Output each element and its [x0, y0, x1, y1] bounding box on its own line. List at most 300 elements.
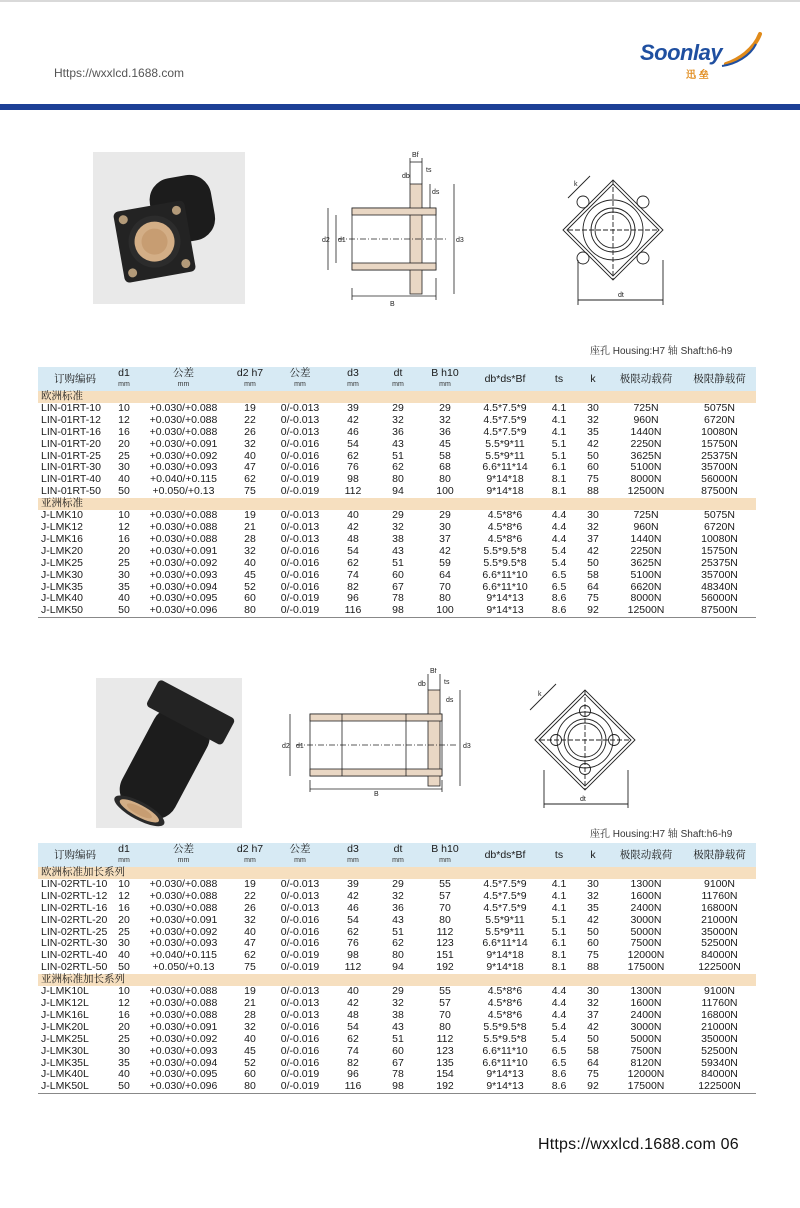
table-row: [38, 1022, 756, 1034]
table-cell: 35700N: [701, 568, 738, 581]
table-cell: +0.030/+0.088: [149, 901, 218, 914]
table-cell: 5.5*9*11: [485, 437, 525, 450]
table-cell: 51: [392, 1032, 404, 1045]
table-cell: 20: [118, 1020, 130, 1033]
table-cell: 96: [347, 1068, 359, 1081]
table-cell: 6720N: [704, 520, 735, 533]
table-cell: 35700N: [701, 461, 738, 474]
table-row: [38, 439, 756, 451]
order-code-cell: J-LMK20: [41, 544, 84, 557]
table-cell: 154: [436, 1068, 454, 1081]
column-unit: mm: [177, 381, 190, 388]
table-cell: 2400N: [630, 901, 662, 914]
table-cell: 1600N: [630, 889, 662, 902]
order-code-cell: J-LMK50: [38, 605, 112, 617]
column-header-label: ts: [554, 848, 564, 861]
table-cell: 4.5*8*6: [487, 532, 523, 545]
table-cell: 19: [244, 877, 256, 890]
order-code-cell: LIN-01RT-10: [41, 401, 101, 414]
table-cell: +0.050/+0.13: [152, 485, 215, 498]
table-cell: 112: [344, 961, 362, 974]
table-cell: 4.5*8*6: [487, 985, 523, 998]
column-header-label: B h10: [431, 843, 459, 855]
table-cell: 725N: [633, 509, 659, 522]
table-cell: 75: [587, 1068, 599, 1081]
dim-b-label: B: [390, 301, 395, 308]
order-code-cell: LIN-01RT-40: [41, 473, 101, 486]
table-cell: 0/-0.016: [280, 1044, 320, 1057]
table-cell: 4.5*8*6: [487, 996, 523, 1009]
table-cell: 0/-0.013: [280, 401, 320, 414]
table-cell: 1440N: [630, 425, 662, 438]
table-cell: 2250N: [630, 437, 662, 450]
table-cell: 98: [347, 473, 359, 486]
order-code-cell: J-LMK35L: [41, 1056, 89, 1069]
table-cell: 39: [347, 401, 359, 414]
table-cell: 0/-0.016: [280, 449, 320, 462]
table-cell: 50: [118, 485, 130, 498]
table-cell: 0/-0.019: [280, 961, 320, 974]
table-row: [38, 891, 756, 903]
table-cell: 4.1: [551, 901, 567, 914]
table-cell: +0.030/+0.088: [149, 889, 218, 902]
table-row: [38, 1010, 756, 1022]
table-cell: +0.030/+0.094: [149, 580, 218, 593]
table-cell: +0.030/+0.093: [149, 568, 218, 581]
table-cell: 30: [587, 985, 599, 998]
table-cell: 50: [587, 449, 599, 462]
table-cell: 37: [587, 532, 599, 545]
table-cell: 36: [439, 425, 451, 438]
table-cell: 28: [244, 532, 256, 545]
table-cell: 42: [439, 544, 451, 557]
table-cell: 0/-0.013: [280, 520, 320, 533]
table-cell: 8.6: [551, 592, 567, 605]
table-cell: 37: [439, 532, 451, 545]
logo-swoosh-icon: [720, 30, 766, 70]
table-cell: 5.4: [551, 556, 567, 569]
column-header-label: d2 h7: [236, 367, 264, 379]
order-code-cell: J-LMK50L: [38, 1081, 112, 1093]
column-header-label: B h10: [431, 367, 459, 379]
table-cell: 94: [392, 485, 404, 498]
table-cell: 80: [439, 592, 451, 605]
table-cell: 20: [118, 437, 130, 450]
table-cell: 123: [436, 937, 454, 950]
table-cell: 4.5*8*6: [487, 1008, 523, 1021]
table-cell: 6.6*11*14: [482, 937, 528, 950]
table-cell: 100: [436, 485, 454, 498]
table-cell: 8.1: [551, 949, 567, 962]
table-cell: 82: [347, 1056, 359, 1069]
order-code-cell: LIN-02RTL-20: [41, 913, 108, 926]
table-cell: 5.5*9*11: [485, 925, 525, 938]
table-cell: 74: [347, 1044, 359, 1057]
table-cell: 4.1: [551, 401, 567, 414]
table-cell: 12000N: [627, 949, 665, 962]
order-code-cell: LIN-02RTL-40: [41, 949, 108, 962]
table-cell: 60: [587, 461, 599, 474]
table-cell: 25: [118, 556, 130, 569]
table-cell: 0/-0.013: [280, 425, 320, 438]
table-cell: 43: [392, 913, 404, 926]
table-cell: 40: [244, 449, 256, 462]
table-row: [38, 1034, 756, 1046]
table-cell: 75: [244, 485, 256, 498]
order-code-cell: J-LMK25L: [41, 1032, 89, 1045]
table-cell: 46: [347, 901, 359, 914]
table-cell: 6.6*11*14: [482, 461, 528, 474]
column-header: [269, 843, 331, 867]
table-cell: 43: [392, 544, 404, 557]
table-cell: 8.6: [551, 1068, 567, 1081]
table-cell: 62: [392, 937, 404, 950]
table-cell: 80: [439, 1020, 451, 1033]
table-cell: 4.5*7.5*9: [483, 425, 527, 438]
table-cell: 32: [244, 1020, 256, 1033]
table-cell: 12: [118, 413, 130, 426]
order-code-cell: J-LMK10: [41, 509, 84, 522]
dim2-d3-label: d3: [463, 743, 471, 750]
table-cell: 0/-0.019: [269, 1081, 331, 1093]
table-cell: 48340N: [701, 580, 738, 593]
column-header: [609, 367, 683, 391]
table-cell: 0/-0.016: [280, 913, 320, 926]
table-cell: 116: [331, 605, 375, 617]
table-cell: 80: [231, 605, 269, 617]
table-cell: 0/-0.016: [280, 937, 320, 950]
table-cell: 28: [244, 1008, 256, 1021]
table-cell: +0.030/+0.096: [136, 605, 231, 617]
table-cell: 50: [587, 556, 599, 569]
order-code-cell: J-LMK30L: [41, 1044, 89, 1057]
column-header: [375, 843, 421, 867]
table-cell: 0/-0.019: [280, 949, 320, 962]
column-header: [609, 843, 683, 867]
table-cell: 68: [439, 461, 451, 474]
table-cell: 42: [347, 889, 359, 902]
table-cell: 78: [392, 1068, 404, 1081]
column-header: [375, 367, 421, 391]
dim2-k-label: k: [538, 691, 542, 698]
table-cell: 47: [244, 461, 256, 474]
table-cell: 9100N: [704, 985, 735, 998]
dim-dt-label: dt: [618, 292, 624, 299]
table-cell: 64: [587, 1056, 599, 1069]
order-code-cell: LIN-02RTL-50: [41, 961, 108, 974]
table-cell: 5.4: [551, 1020, 567, 1033]
table-cell: 5.5*9*11: [485, 449, 525, 462]
table-cell: 135: [436, 1056, 454, 1069]
table-cell: 40: [347, 985, 359, 998]
column-header: [577, 367, 609, 391]
table-cell: 10: [118, 877, 130, 890]
table-cell: 15750N: [701, 544, 738, 557]
table-cell: +0.030/+0.088: [149, 413, 218, 426]
logo-subtext: 迅 垒: [686, 70, 709, 81]
table-row: [38, 570, 756, 582]
table-cell: 122500N: [683, 1081, 756, 1093]
column-unit: mm: [244, 857, 256, 864]
table-cell: 62: [347, 556, 359, 569]
table-cell: 9*14*18: [486, 949, 524, 962]
table-cell: 45: [244, 1044, 256, 1057]
table-cell: +0.030/+0.088: [149, 520, 218, 533]
table-cell: 30: [118, 937, 130, 950]
table-cell: 75: [587, 949, 599, 962]
table-cell: 5.1: [551, 925, 567, 938]
table-cell: 60: [244, 1068, 256, 1081]
table-cell: 960N: [633, 520, 659, 533]
table-cell: +0.030/+0.088: [149, 877, 218, 890]
spec-table-standard: [38, 367, 756, 618]
column-header: [231, 367, 269, 391]
flange-bushing-image-icon: [93, 152, 245, 304]
column-unit: mm: [439, 857, 451, 864]
table-cell: 960N: [633, 413, 659, 426]
table-cell: 17500N: [609, 1081, 683, 1093]
table-cell: 4.5*8*6: [487, 509, 523, 522]
table-cell: 9*14*18: [486, 961, 524, 974]
column-header-label: d3: [347, 843, 359, 855]
table-cell: 5.1: [551, 913, 567, 926]
table-cell: 42: [587, 437, 599, 450]
brand-logo: [636, 28, 766, 80]
table-cell: 8.6: [541, 1081, 577, 1093]
dim2-ds-label: ds: [446, 697, 454, 704]
table-cell: 64: [439, 568, 451, 581]
table-cell: 62: [244, 949, 256, 962]
table-cell: 88: [587, 961, 599, 974]
long-front-view-drawing: [520, 670, 650, 810]
table-cell: 37: [587, 1008, 599, 1021]
table-cell: 82: [347, 580, 359, 593]
table-cell: 35: [118, 580, 130, 593]
table-cell: 5100N: [630, 568, 662, 581]
table-cell: 0/-0.013: [280, 889, 320, 902]
table-cell: 5.4: [551, 544, 567, 557]
table-cell: 30: [118, 1044, 130, 1057]
table-cell: 75: [587, 473, 599, 486]
table-cell: 0/-0.019: [280, 1068, 320, 1081]
table-cell: 75: [244, 961, 256, 974]
table-cell: 10: [118, 985, 130, 998]
dim-ds-label: ds: [432, 189, 440, 196]
table-cell: 4.5*7.5*9: [483, 401, 527, 414]
table-cell: +0.030/+0.088: [149, 401, 218, 414]
table-cell: 32: [392, 520, 404, 533]
table-cell: +0.050/+0.13: [152, 961, 215, 974]
footer-url-page: Https://wxxlcd.1688.com 06: [538, 1136, 739, 1153]
dim-k-label: k: [574, 181, 578, 188]
column-unit: mm: [118, 381, 130, 388]
table-cell: 0/-0.019: [269, 605, 331, 617]
table-cell: +0.030/+0.088: [149, 996, 218, 1009]
table-cell: 2250N: [630, 544, 662, 557]
table-cell: 35: [587, 425, 599, 438]
table-cell: 29: [392, 509, 404, 522]
order-code-cell: LIN-02RTL-12: [41, 889, 108, 902]
table-cell: 32: [244, 913, 256, 926]
table-row: [38, 546, 756, 558]
table-cell: 16800N: [701, 901, 738, 914]
dim2-d2-label: d2: [282, 743, 290, 750]
long-flange-bushing-image-icon: [96, 678, 242, 828]
column-unit: mm: [244, 381, 256, 388]
table-cell: 35000N: [701, 925, 738, 938]
order-code-cell: J-LMK10L: [41, 985, 89, 998]
order-code-cell: J-LMK20L: [41, 1020, 89, 1033]
order-code-cell: J-LMK16L: [41, 1008, 89, 1021]
table-cell: 6.6*11*10: [482, 1056, 528, 1069]
column-header: [331, 843, 375, 867]
table-cell: 56000N: [701, 592, 738, 605]
table-cell: 4.5*7.5*9: [483, 877, 527, 890]
table-cell: 0/-0.016: [280, 1032, 320, 1045]
table-cell: 10080N: [701, 425, 738, 438]
table-cell: 151: [436, 949, 454, 962]
table-cell: 60: [587, 937, 599, 950]
column-header: [683, 843, 756, 867]
table-cell: +0.030/+0.095: [149, 1068, 218, 1081]
table-cell: 64: [587, 580, 599, 593]
table-cell: 30: [439, 520, 451, 533]
column-unit: mm: [392, 381, 404, 388]
table-row: [38, 558, 756, 570]
table-cell: +0.030/+0.091: [149, 544, 218, 557]
table-cell: 0/-0.016: [280, 580, 320, 593]
table-cell: 38: [392, 1008, 404, 1021]
table-cell: 42: [587, 1020, 599, 1033]
table-cell: 11760N: [701, 996, 738, 1009]
table-cell: 5.5*9.5*8: [483, 1020, 527, 1033]
table-cell: 50: [112, 605, 136, 617]
table-cell: 36: [392, 425, 404, 438]
table-row: [38, 534, 756, 546]
table-cell: 6.6*11*10: [482, 580, 528, 593]
table-cell: 62: [347, 449, 359, 462]
table-cell: 1600N: [630, 996, 662, 1009]
table-cell: 4.1: [551, 413, 567, 426]
table-cell: 55: [439, 877, 451, 890]
table-cell: 4.1: [551, 877, 567, 890]
table-cell: 4.5*7.5*9: [483, 413, 527, 426]
table-cell: 60: [244, 592, 256, 605]
table-cell: 43: [392, 437, 404, 450]
table-cell: 98: [375, 605, 421, 617]
table-cell: 16: [118, 901, 130, 914]
table-cell: 4.5*8*6: [487, 520, 523, 533]
table-cell: +0.030/+0.091: [149, 1020, 218, 1033]
table-cell: 5.1: [551, 449, 567, 462]
column-header-label: 订购编码: [54, 372, 96, 385]
order-code-cell: J-LMK30: [41, 568, 84, 581]
table-cell: 192: [436, 961, 454, 974]
table-cell: 42: [347, 520, 359, 533]
table-cell: 4.4: [551, 532, 567, 545]
table-cell: 8120N: [630, 1056, 662, 1069]
table-cell: 25: [118, 1032, 130, 1045]
column-unit: mm: [294, 381, 306, 388]
table-cell: +0.040/+0.115: [150, 473, 217, 486]
table-cell: 36: [392, 901, 404, 914]
table-cell: 5.5*9*11: [485, 913, 525, 926]
header-url[interactable]: Https://wxxlcd.1688.com: [54, 66, 185, 80]
table-cell: 15750N: [701, 437, 738, 450]
table-cell: 74: [347, 568, 359, 581]
table-cell: 5000N: [630, 925, 662, 938]
table-cell: 46: [347, 425, 359, 438]
table-cell: 4.1: [551, 425, 567, 438]
order-code-cell: LIN-01RT-16: [41, 425, 101, 438]
table-cell: 92: [577, 1081, 609, 1093]
table-cell: 40: [244, 925, 256, 938]
table-cell: 6.1: [551, 937, 567, 950]
column-header: [541, 843, 577, 867]
column-header: [136, 843, 231, 867]
table-cell: 0/-0.016: [280, 556, 320, 569]
table-cell: 8000N: [630, 473, 662, 486]
dim-d3-label: d3: [456, 237, 464, 244]
table-cell: 47: [244, 937, 256, 950]
table-cell: 5.4: [551, 1032, 567, 1045]
table-cell: 0/-0.013: [280, 901, 320, 914]
table-cell: 51: [392, 556, 404, 569]
table-cell: 84000N: [701, 1068, 738, 1081]
table-cell: 8.1: [551, 961, 567, 974]
table-cell: 54: [347, 437, 359, 450]
product-photo-long-flange-bushing: [96, 678, 242, 828]
table-cell: 32: [587, 996, 599, 1009]
table-cell: 4.4: [551, 1008, 567, 1021]
table-cell: 76: [347, 461, 359, 474]
table-cell: 19: [244, 509, 256, 522]
table-cell: 112: [436, 1032, 454, 1045]
table-cell: 123: [436, 1044, 454, 1057]
table-cell: 0/-0.016: [280, 925, 320, 938]
column-unit: mm: [294, 857, 306, 864]
column-header-label: 订购编码: [54, 848, 96, 861]
table-cell: 6.5: [551, 1044, 567, 1057]
table-cell: 0/-0.019: [280, 473, 320, 486]
table-cell: 12: [118, 889, 130, 902]
group-title: 欧洲标准: [38, 391, 756, 403]
table-cell: 35000N: [701, 1032, 738, 1045]
table-cell: 4.4: [551, 520, 567, 533]
table-cell: 30: [118, 461, 130, 474]
table-row: [38, 962, 756, 974]
table-cell: +0.030/+0.088: [149, 1008, 218, 1021]
table-cell: 54: [347, 913, 359, 926]
table-cell: 30: [118, 568, 130, 581]
table-cell: 0/-0.013: [280, 532, 320, 545]
order-code-cell: LIN-02RTL-16: [41, 901, 108, 914]
table-cell: 48: [347, 1008, 359, 1021]
column-header: [469, 367, 541, 391]
column-header-label: 极限动载荷: [619, 372, 673, 385]
table-cell: 7500N: [630, 1044, 662, 1057]
table-cell: 19: [244, 985, 256, 998]
group-title: 亚洲标准加长系列: [38, 974, 756, 986]
column-header: [231, 843, 269, 867]
table-cell: 51: [392, 925, 404, 938]
table-cell: 2400N: [630, 1008, 662, 1021]
section-view-drawing: [318, 148, 468, 308]
table-cell: 4.1: [551, 889, 567, 902]
column-unit: mm: [392, 857, 404, 864]
table-cell: 62: [392, 461, 404, 474]
table-cell: +0.030/+0.091: [149, 437, 218, 450]
